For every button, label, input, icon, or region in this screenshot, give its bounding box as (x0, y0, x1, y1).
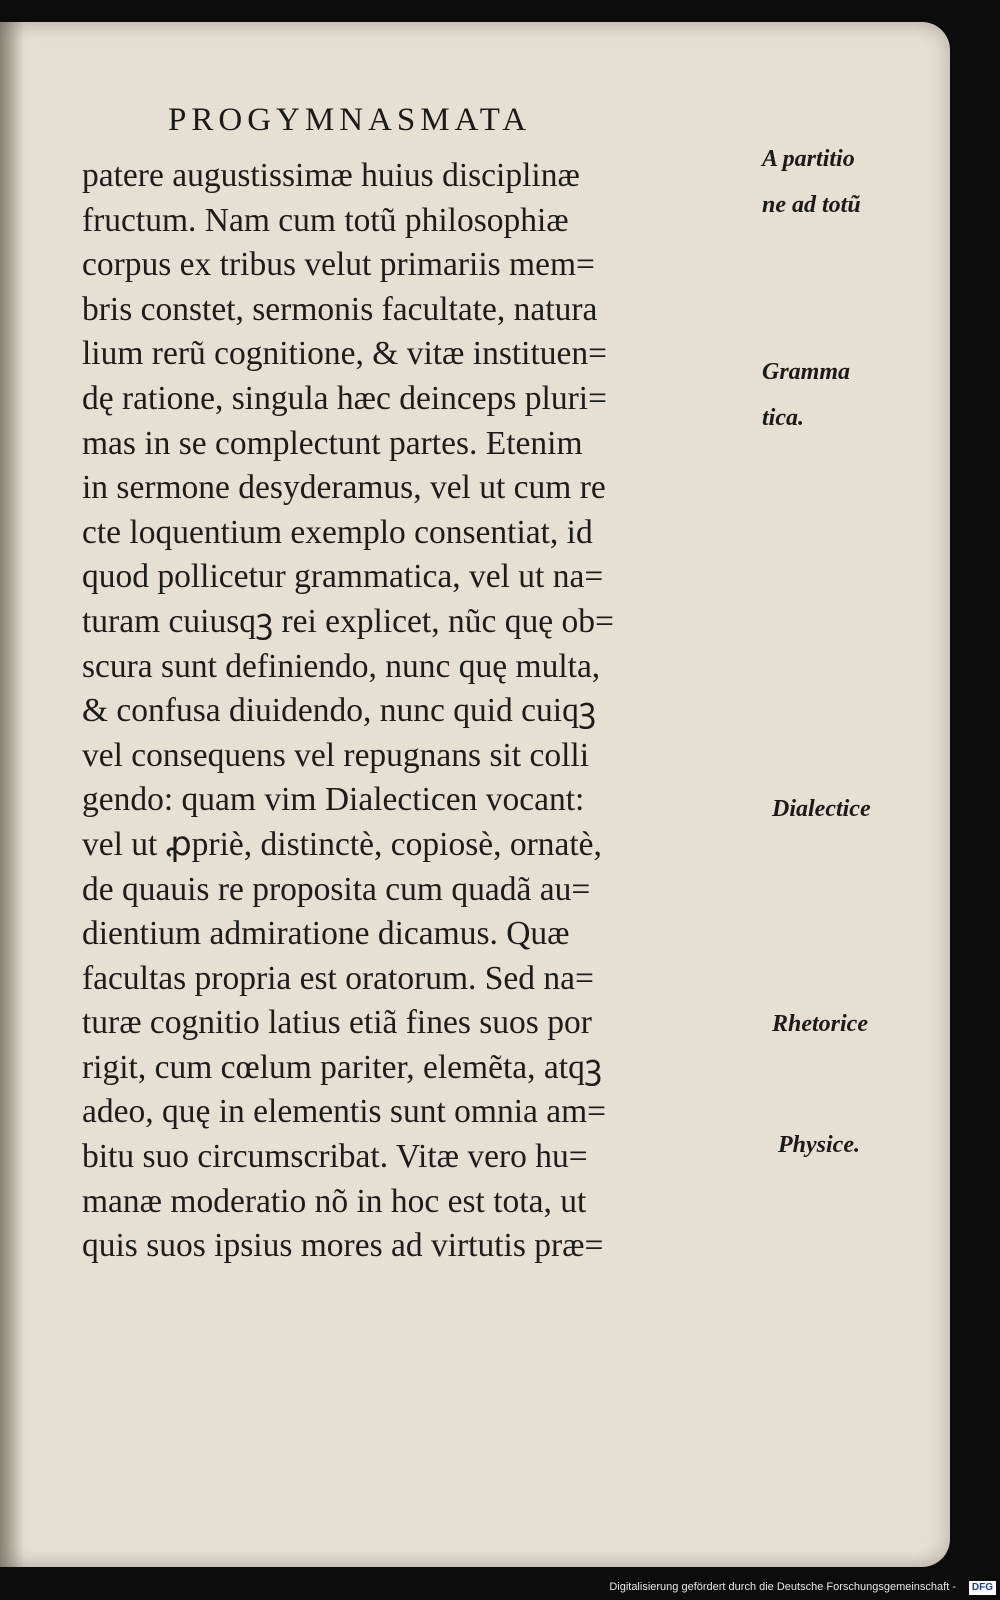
marginalia-physice: Physice. (778, 1132, 860, 1158)
text-line: facultas propria est oratorum. Sed na= (82, 959, 594, 997)
text-line: cte loquentium exemplo consentiat, id (82, 513, 593, 551)
text-line: scura sunt definiendo, nunc quę multa, (82, 647, 601, 685)
text-line: vel ut ꝓpriè, distinctè, copiosè, ornatè, (82, 825, 602, 863)
footer-credit: Digitalisierung gefördert durch die Deutsche Forschungsgemeinschaft - (609, 1581, 956, 1593)
text-line: quis suos ipsius mores ad virtutis præ= (82, 1227, 604, 1265)
text-line: de quauis re proposita cum quadã au= (82, 870, 591, 908)
text-line: corpus ex tribus velut primariis mem= (82, 246, 595, 284)
text-line: patere augustissimæ huius disciplinæ (82, 157, 580, 194)
dfg-logo: DFG (969, 1581, 996, 1595)
book-page (0, 22, 950, 1567)
text-line: dę ratione, singula hæc deinceps pluri= (82, 379, 607, 417)
text-line: quod pollicetur grammatica, vel ut na= (82, 558, 604, 596)
text-line: mas in se complectunt partes. Etenim (82, 424, 583, 462)
text-line: bris constet, sermonis facultate, natura (82, 290, 598, 328)
text-line: in sermone desyderamus, vel ut cum re (82, 469, 606, 507)
text-line: dientium admiratione dicamus. Quæ (82, 915, 570, 953)
marginalia-grammatica-line2: tica. (762, 405, 804, 431)
marginalia-dialectice: Dialectice (772, 796, 871, 822)
text-line: turam cuiusqꝫ rei explicet, nũc quę ob= (82, 602, 614, 640)
footer-bar (0, 1577, 1000, 1600)
text-line: vel consequens vel repugnans sit colli (82, 736, 590, 774)
text-line: adeo, quę in elementis sunt omnia am= (82, 1093, 607, 1131)
marginalia-rhetorice: Rhetorice (772, 1011, 868, 1037)
running-title: PROGYMNASMATA (168, 102, 532, 138)
text-line: & confusa diuidendo, nunc quid cuiqꝫ (82, 692, 596, 730)
text-line: manæ moderatio nõ in hoc est tota, ut (82, 1182, 587, 1220)
body-text (82, 154, 752, 1269)
marginalia-grammatica-line1: Gramma (762, 359, 851, 385)
text-line: gendo: quam vim Dialecticen vocant: (82, 781, 585, 819)
marginalia-a-partitione-line2: ne ad totũ (762, 192, 861, 218)
text-line: fructum. Nam cum totũ philosophiæ (82, 201, 569, 239)
text-line: lium rerũ cognitione, & vitæ instituen= (82, 335, 608, 373)
marginalia-a-partitione-line1: A partitio (762, 146, 855, 172)
text-line: rigit, cum cœlum pariter, elemẽta, atqꝫ (82, 1048, 602, 1086)
text-line: turæ cognitio latius etiã fines suos por (82, 1004, 592, 1042)
text-line: bitu suo circumscribat. Vitæ vero hu= (82, 1138, 588, 1176)
